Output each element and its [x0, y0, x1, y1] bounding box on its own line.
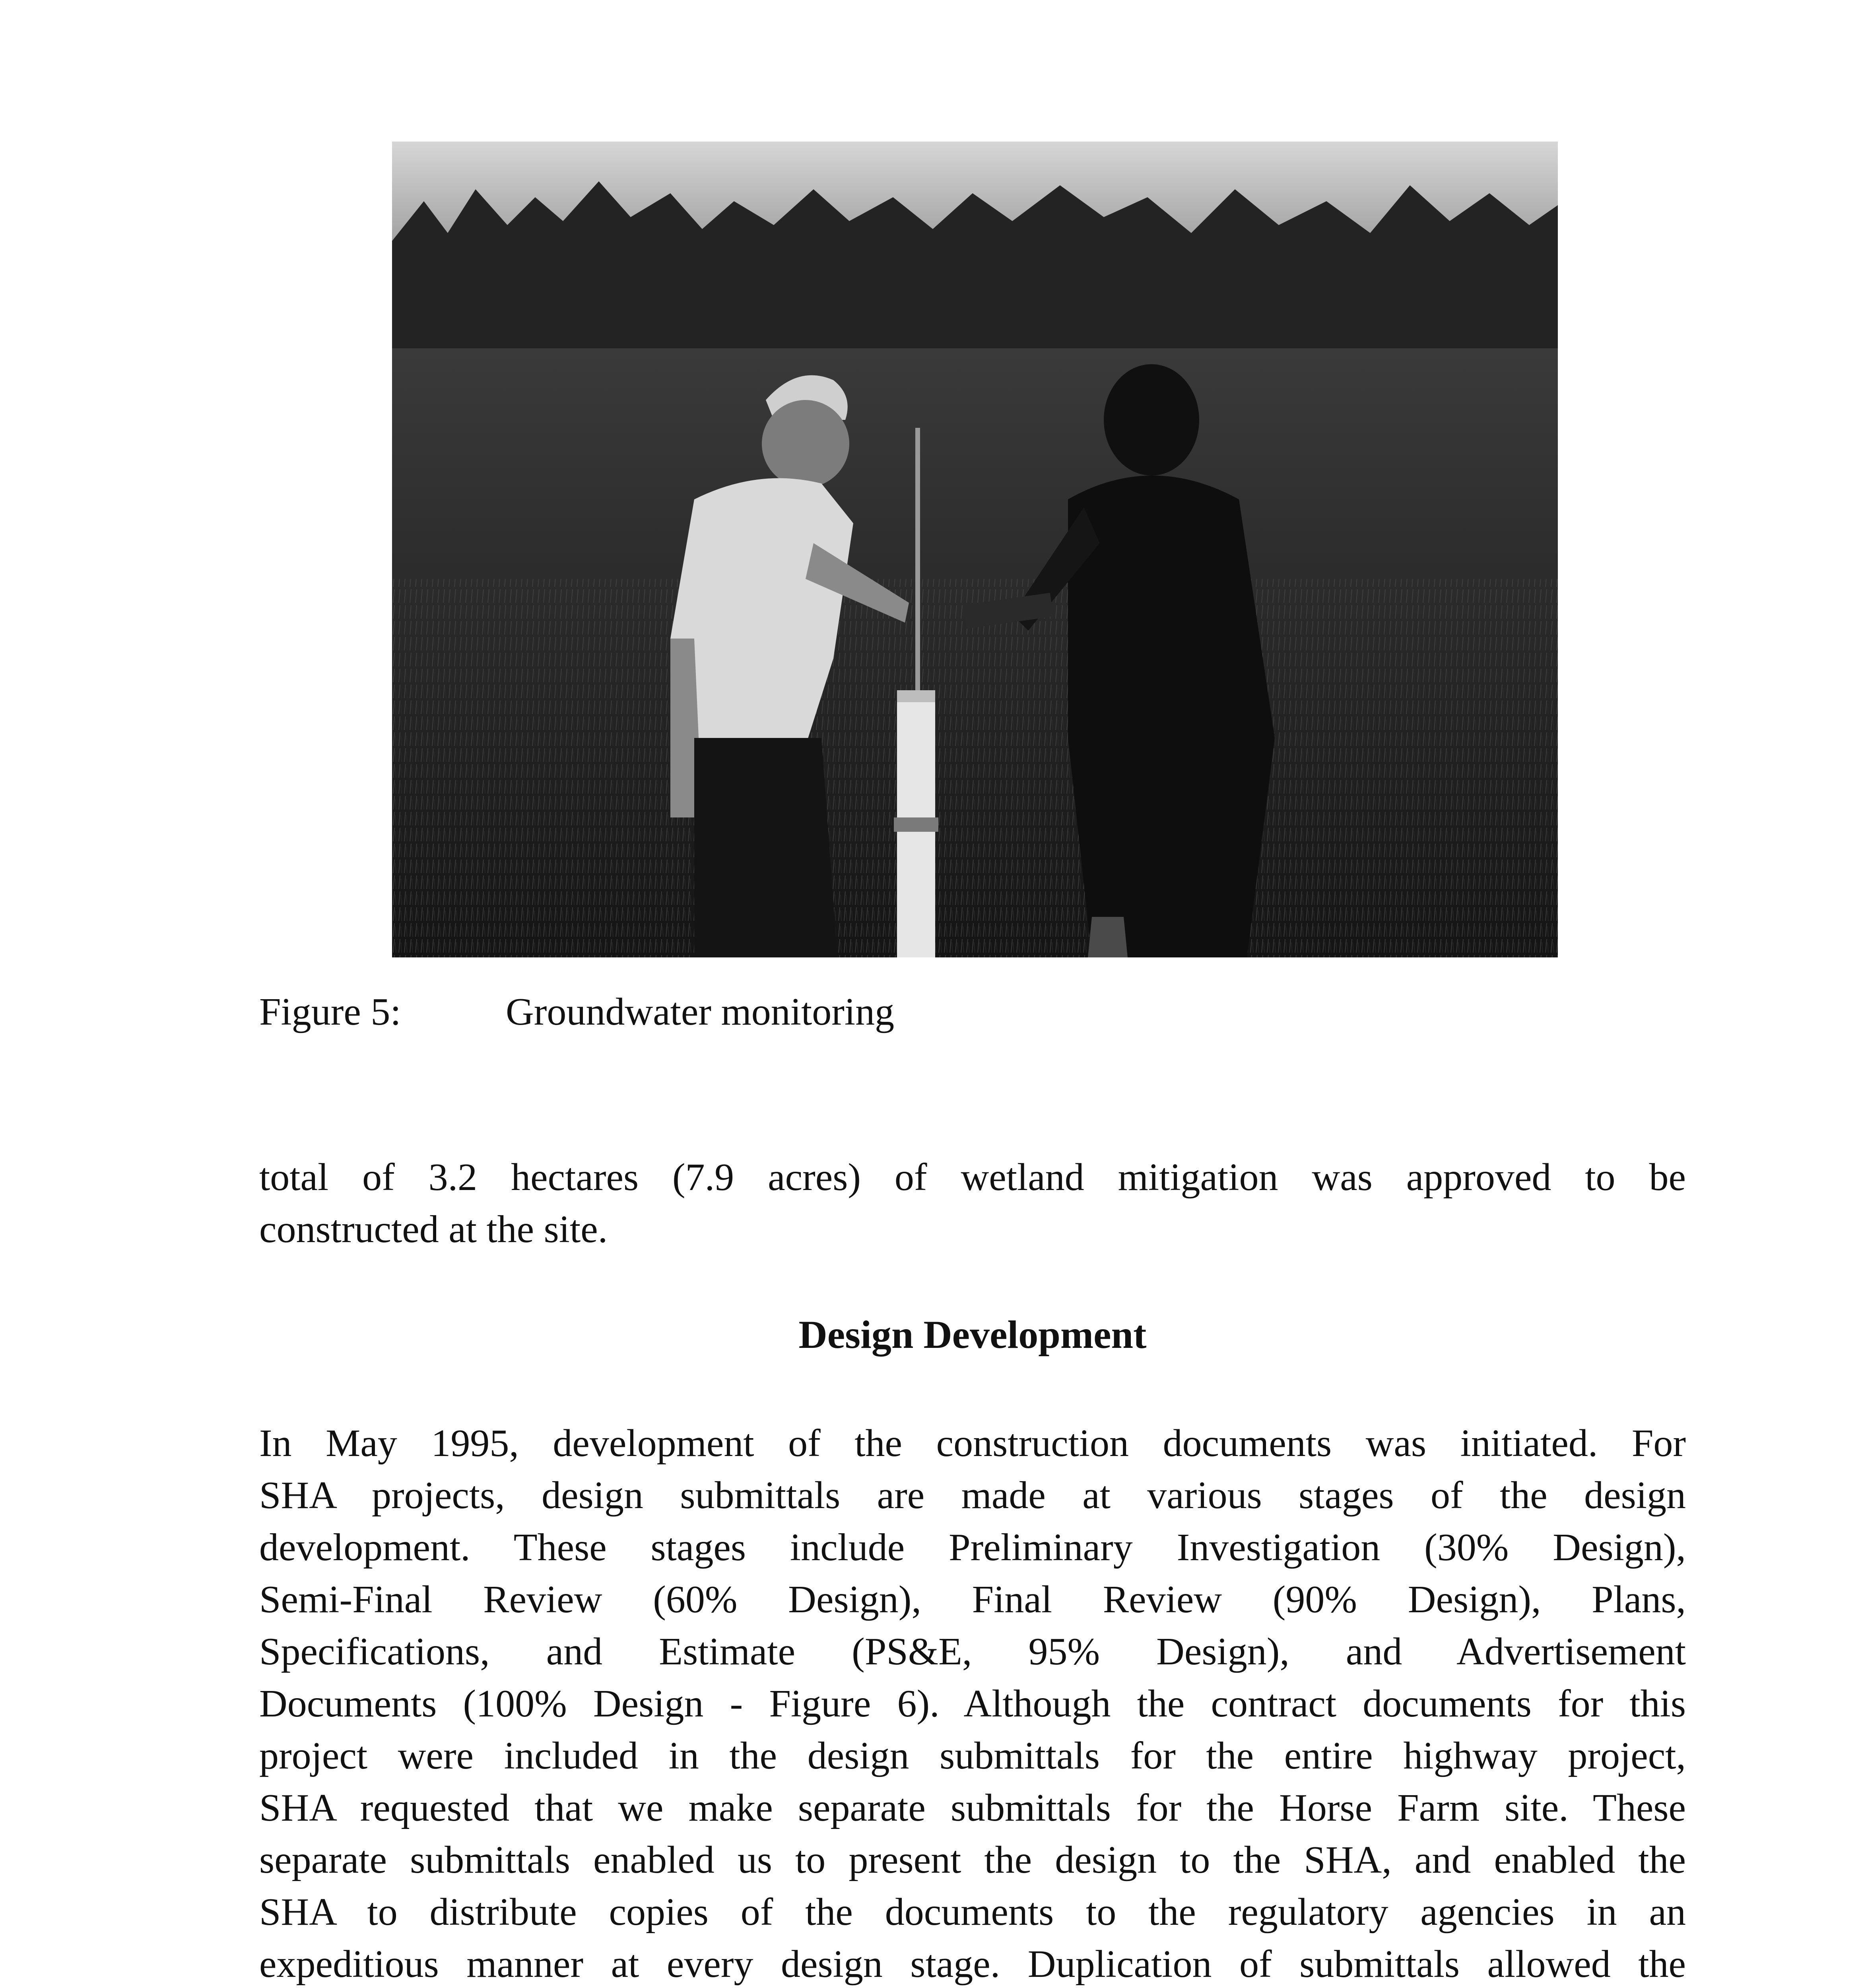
text-line: constructed at the site. [259, 1208, 608, 1251]
figure-number: Figure 5: [259, 990, 401, 1033]
figure-caption-text: Groundwater monitoring [506, 990, 895, 1033]
section-heading: Design Development [798, 1312, 1147, 1357]
text-line: project were included in the design submittals for the entire highway project, [259, 1734, 1686, 1777]
text-line: Documents (100% Design - Figure 6). Although the contract documents for this [259, 1682, 1686, 1725]
figure-5-photo [392, 142, 1558, 957]
text-line: Specifications, and Estimate (PS&E, 95% Design), and Advertisement [259, 1630, 1686, 1673]
grass-texture [392, 579, 1558, 957]
text-line: Semi-Final Review (60% Design), Final Review (90% Design), Plans, [259, 1578, 1686, 1621]
text-line: SHA requested that we make separate submittals for the Horse Farm site. These [259, 1786, 1686, 1829]
text-line: development. These stages include Preliminary Investigation (30% Design), [259, 1526, 1686, 1569]
paragraph-design-development [259, 1417, 1686, 1988]
text-line: total of 3.2 hectares (7.9 acres) of wetland mitigation was approved to be [259, 1156, 1686, 1199]
text-line: In May 1995, development of the construction documents was initiated. For [259, 1422, 1686, 1465]
text-line: SHA projects, design submittals are made at various stages of the design [259, 1474, 1686, 1517]
paragraph-continuation [259, 1151, 1686, 1256]
text-line: expeditious manner at every design stage. Duplication of submittals allowed the [259, 1943, 1686, 1986]
figure-caption [259, 986, 894, 1038]
text-line: SHA to distribute copies of the documents to the regulatory agencies in an [259, 1891, 1686, 1934]
text-line: separate submittals enabled us to present the design to the SHA, and enabled the [259, 1839, 1686, 1881]
